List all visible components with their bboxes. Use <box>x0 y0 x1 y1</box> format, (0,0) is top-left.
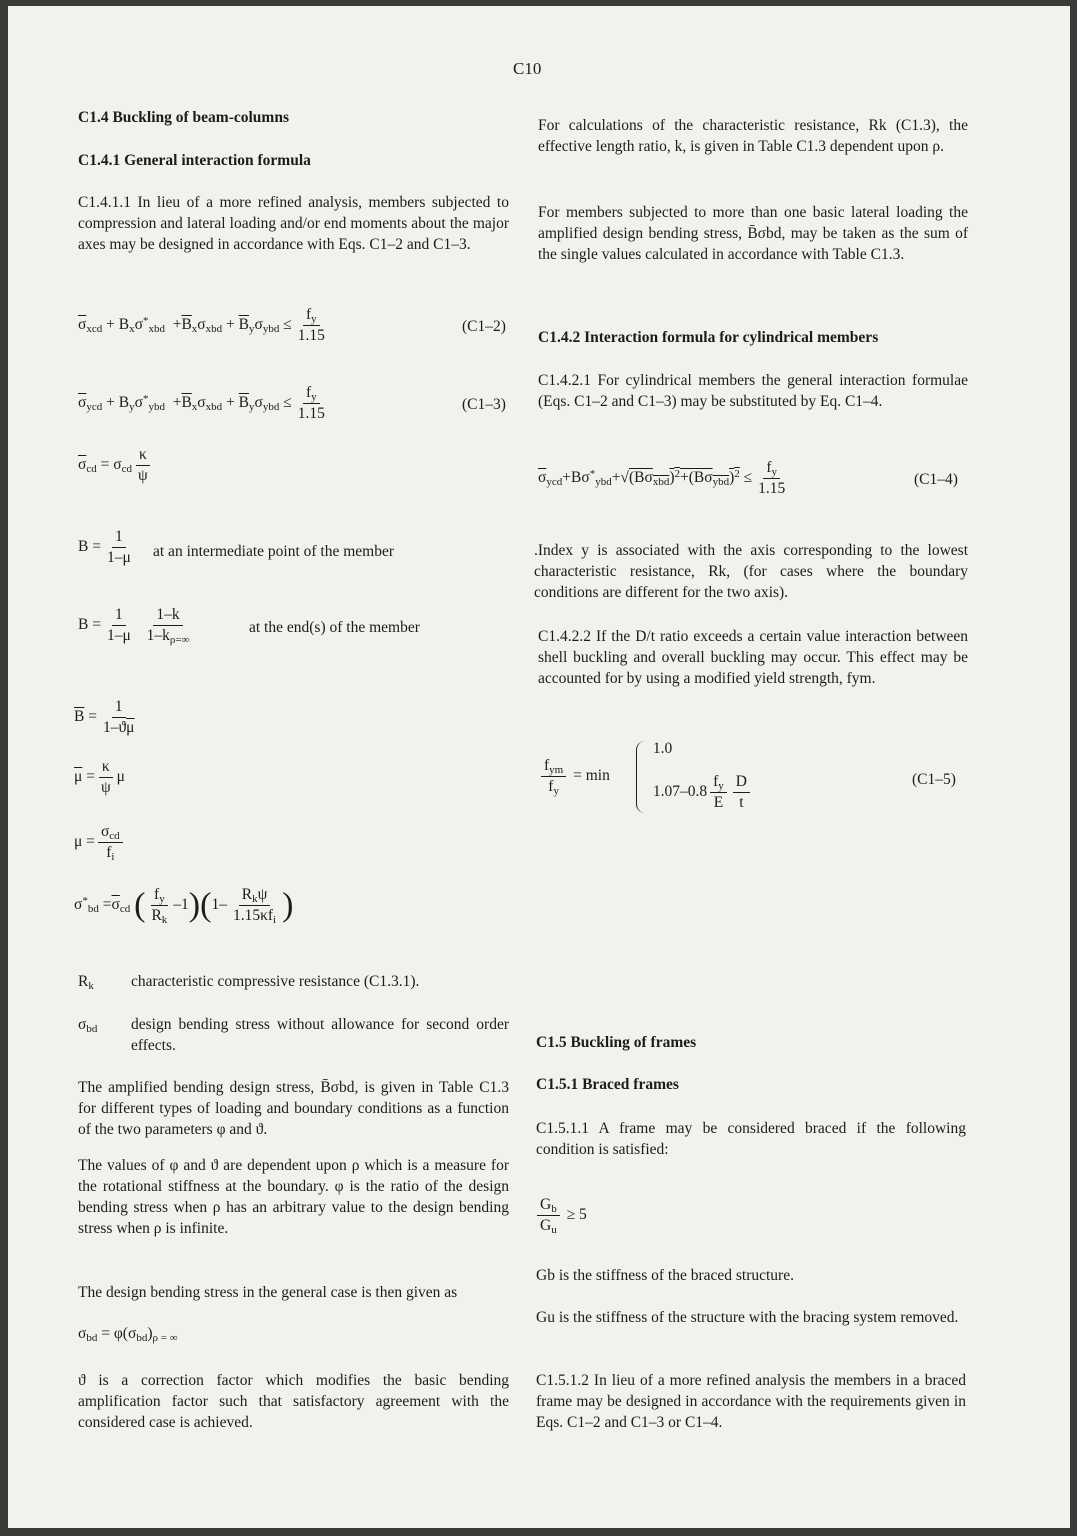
definition-rk: characteristic compressive resistance (C1.3.1). <box>131 973 420 990</box>
paragraph: C1.4.1.1 In lieu of a more refined analysis, members subjected to compression and lateral loading and/or end moments about the major axes may be designed in accordance with Eqs. C1–2 and C1–3. <box>78 194 509 253</box>
paragraph: The design bending stress in the general case is then given as <box>78 1284 458 1301</box>
equation-c1-5: $\frac{f_{ym}}{f_y}$ = min 1.0 1.07–0.8 $\frac{f_y}{E}$ $\frac{D}{t}$ <box>538 740 753 813</box>
equation-b-end: B = $\frac{1}{1-\mu}$ $\frac{1-k}{1-k_{\rho=\infty}}$ <box>78 606 190 646</box>
equation-sigma-star-bd: $\sigma^*_{bd} =\overline{\sigma}_{cd}$ ( $\frac{f_y}{R_k}$ –1)(1– $\frac{R_k\psi}{1.15\kappa f_i}$ ) <box>74 886 294 926</box>
paragraph: C1.5.1.1 A frame may be considered braced if the following condition is satisfied: <box>536 1120 966 1158</box>
paragraph: C1.4.2.2 If the D/t ratio exceeds a certain value interaction between shell buckling and overall buckling may occur. This effect may be accounted for by using a modified yield strength, fym. <box>538 628 968 687</box>
paragraph: C1.4.2.1 For cylindrical members the general interaction formulae (Eqs. C1–2 and C1–3) may be substituted by Eq. C1–4. <box>538 372 968 410</box>
equation-b-bar: $\overline{B}$ = $\frac{1}{1-ϑ\overline{\mu}}$ <box>74 698 135 736</box>
page-number: C10 <box>513 59 542 78</box>
paragraph: For members subjected to more than one basic lateral loading the amplified design bending stress, B̄σbd, may be taken as the sum of the single values calculated in accordance with Table C1.3. <box>538 204 968 263</box>
equation-mu: μ = $\frac{\sigma_{cd}}{f_i}$ <box>74 822 126 863</box>
section-heading-c1-4-1: C1.4.1 General interaction formula <box>78 152 311 169</box>
paragraph: .Index y is associated with the axis corresponding to the lowest characteristic resistance, Rk, (for cases where the boundary conditions are different for the two axis). <box>534 542 968 601</box>
section-heading-c1-4-2: C1.4.2 Interaction formula for cylindrical members <box>538 329 879 346</box>
paragraph: The values of φ and ϑ are dependent upon ρ which is a measure for the rotational stiffness at the boundary. φ is the ratio of the design bending stress when ρ has an arbitrary value to the design bending stress when ρ is infinite. <box>78 1157 509 1237</box>
equation-mu-bar: $\overline{\mu}$ = $\frac{\kappa}{\psi}$ μ <box>74 758 125 796</box>
equation-sigma-cd: $\overline{\sigma}_{cd} = \sigma_{cd}$ $\frac{\kappa}{\psi}$ <box>78 445 154 486</box>
paragraph: C1.5.1.2 In lieu of a more refined analysis the members in a braced frame may be designed in accordance with the requirements given in Eqs. C1–2 and C1–3 or C1–4. <box>536 1372 966 1431</box>
equation-label: (C1–2) <box>462 318 506 335</box>
equation-note: at the end(s) of the member <box>249 619 420 636</box>
paragraph: ϑ is a correction factor which modifies the basic bending amplification factor such that satisfactory agreement with the considered case is achieved. <box>78 1372 509 1431</box>
equation-b-intermediate: B = $\frac{1}{1-\mu}$ <box>78 528 131 566</box>
section-heading-c1-5-1: C1.5.1 Braced frames <box>536 1076 679 1093</box>
equation-c1-4: $\overline{\sigma}_{ycd}+B\sigma^*_{ybd}+√(B\sigma_{xbd})^2+(B\sigma_{ybd})^2$ ≤ $\frac{f_y}{1.15}$ <box>538 459 786 497</box>
paragraph: For calculations of the characteristic resistance, Rk (C1.3), the effective length ratio, k, is given in Table C1.3 dependent upon ρ. <box>538 117 968 155</box>
equation-c1-3: $\overline{\sigma}_{ycd} + B_y\sigma^*_{ybd} +\overline{B}_x\sigma_{xbd} + \overline{B}_y\sigma_{ybd}$ ≤ $\frac{f_y}{1.15}$ <box>78 384 325 422</box>
equation-label: (C1–4) <box>914 471 958 488</box>
paragraph: Gb is the stiffness of the braced structure. <box>536 1267 794 1284</box>
definition-symbol: $R_k$ <box>78 973 94 992</box>
equation-label: (C1–5) <box>912 771 956 788</box>
equation-c1-2: $\overline{\sigma}_{xcd} + B_x\sigma^*_{xbd} +\overline{B}_x\sigma_{xbd} + \overline{B}_y\sigma_{ybd}$ ≤ $\frac{f_y}{1.15}$ <box>78 306 325 344</box>
definition-symbol: $\sigma_{bd}$ <box>78 1016 98 1035</box>
section-heading-c1-5: C1.5 Buckling of frames <box>536 1034 697 1051</box>
equation-label: (C1–3) <box>462 396 506 413</box>
paragraph: The amplified bending design stress, B̄σbd, is given in Table C1.3 for different types of loading and boundary conditions as a function of the two parameters φ and ϑ. <box>78 1079 509 1138</box>
equation-braced-condition: $\frac{G_b}{G_u}$ ≥ 5 <box>534 1195 587 1236</box>
definition-sigma-bd: design bending stress without allowance for second order effects. <box>131 1016 509 1054</box>
equation-note: at an intermediate point of the member <box>153 543 395 560</box>
paragraph: Gu is the stiffness of the structure with the bracing system removed. <box>536 1309 959 1326</box>
section-heading-c1-4: C1.4 Buckling of beam-columns <box>78 109 289 126</box>
equation-sigma-bd-general: $\sigma_{bd} = \varphi(\sigma_{bd})_{\rho = \infty}$ <box>78 1325 178 1344</box>
